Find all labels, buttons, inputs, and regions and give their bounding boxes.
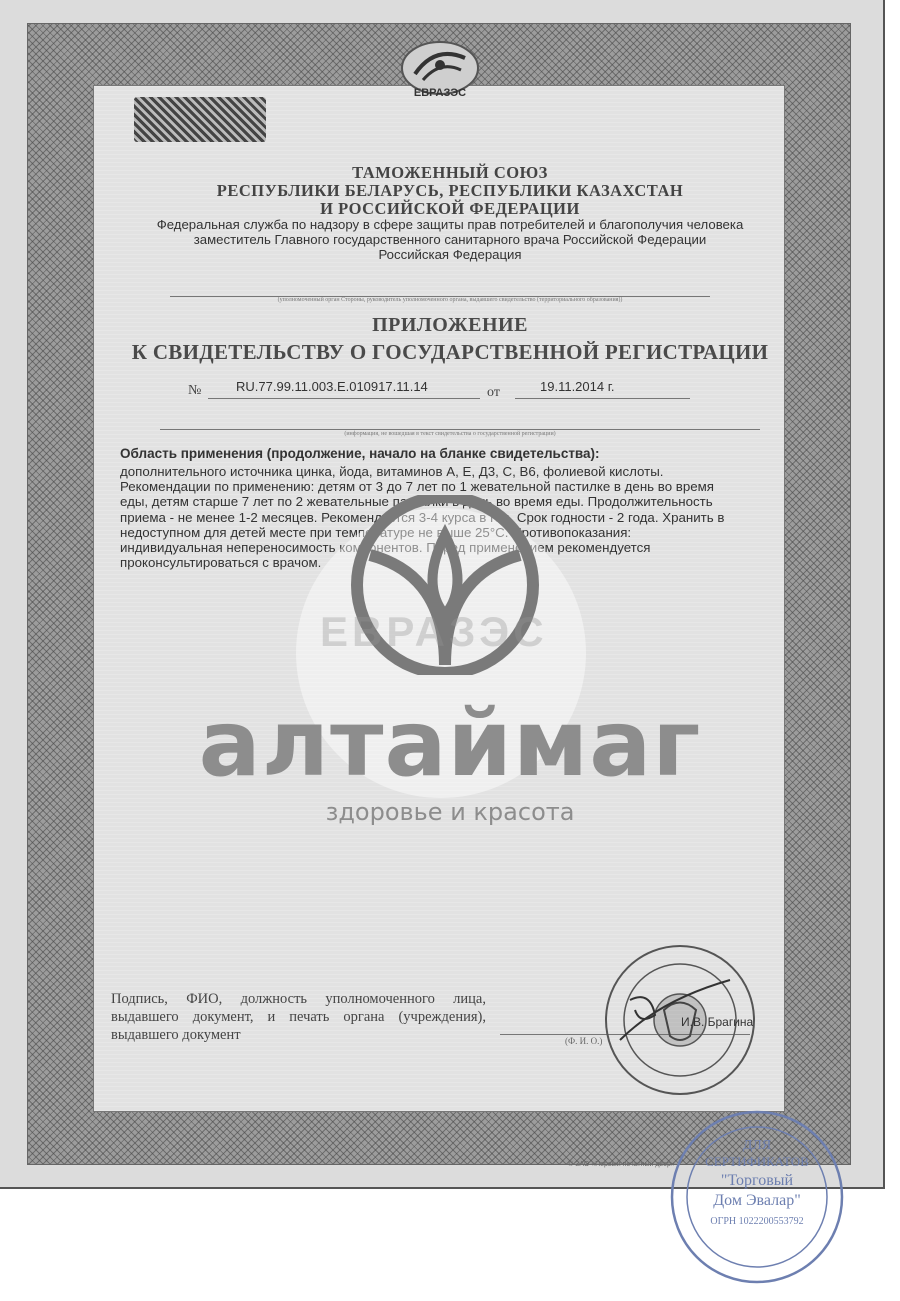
logo-label: ЕВРАЗЭС: [413, 87, 467, 99]
document-title: ПРИЛОЖЕНИЕ: [372, 314, 528, 336]
scope-line: индивидуальная непереносимость компонентов. Перед применением рекомендуется: [120, 540, 651, 556]
watermark-brand: алтаймаг: [198, 690, 702, 797]
union-line-2: РЕСПУБЛИКИ БЕЛАРУСЬ, РЕСПУБЛИКИ КАЗАХСТАН: [216, 181, 684, 200]
registration-caption: (информация, не вошедшая в текст свидетельства о государственной регистрации): [344, 431, 556, 437]
copy-stamp-line: ДЛЯ: [742, 1138, 772, 1153]
scope-line: еды, детям старше 7 лет по 2 жевательные пастилки в день во время еды. Продолжительность: [120, 494, 713, 510]
copy-stamp-line: ОГРН 1022200553792: [710, 1216, 804, 1227]
scope-line: дополнительного источника цинка, йода, витаминов А, Е, Д3, С, В6, фолиевой кислоты.: [120, 464, 664, 479]
agency-line-3: Российская Федерация: [378, 247, 522, 262]
registration-date: 19.11.2014 г.: [540, 379, 615, 394]
signer-name: И.В. Брагина: [681, 1015, 754, 1029]
scope-line: проконсультироваться с врачом.: [120, 555, 322, 571]
watermark-tagline: здоровье и красота: [325, 798, 575, 826]
watermark-eurasec: ЕВРАЗЭС: [320, 608, 548, 655]
scope-line: Рекомендации по применению: детям от 3 до 7 лет по 1 жевательной пастилке в день во время: [120, 479, 714, 495]
copy-stamp: [668, 1108, 846, 1286]
copy-stamp-line: Дом Эвалар": [713, 1192, 801, 1209]
agency-line-2: заместитель Главного государственного санитарного врача Российской Федерации: [193, 232, 707, 247]
agency-caption: (уполномоченный орган Стороны, руководитель уполномоченного органа, выдавшего свидетельство (территориального образования)): [277, 297, 623, 303]
union-line-1: ТАМОЖЕННЫЙ СОЮЗ: [352, 163, 548, 182]
printer-credit: © ЗАО «Первый печатный двор»: [568, 1161, 675, 1168]
eurasec-logo: [385, 40, 495, 102]
scope-line: недоступном для детей месте при температуре не выше 25°С. Противопоказания:: [120, 524, 632, 540]
copy-stamp-line: "Торговый: [720, 1172, 794, 1189]
date-label: от: [487, 385, 500, 400]
fio-caption: (Ф. И. О.): [565, 1036, 603, 1046]
scope-heading: Область применения (продолжение, начало на бланке свидетельства):: [120, 446, 600, 461]
signature-caption: Подпись, ФИО, должность уполномоченного лица, выдавшего документ, и печать органа (учреждения), выдавшего документ: [111, 991, 486, 1043]
document-subtitle: К СВИДЕТЕЛЬСТВУ О ГОСУДАРСТВЕННОЙ РЕГИСТРАЦИИ: [131, 340, 769, 364]
number-label: №: [188, 383, 202, 398]
serial-stamp: [134, 97, 266, 142]
registration-number: RU.77.99.11.003.E.010917.11.14: [236, 379, 428, 394]
copy-stamp-line: СЕРТИФИКАТОВ: [705, 1154, 809, 1169]
union-line-3: И РОССИЙСКОЙ ФЕДЕРАЦИИ: [320, 199, 580, 218]
agency-line-1: Федеральная служба по надзору в сфере защиты прав потребителей и благополучия человека: [156, 217, 744, 232]
scope-line: приема - не менее 1-2 месяцев. Рекомендуется 3-4 курса в год. Срок годности - 2 года. Хранить в: [120, 509, 725, 525]
